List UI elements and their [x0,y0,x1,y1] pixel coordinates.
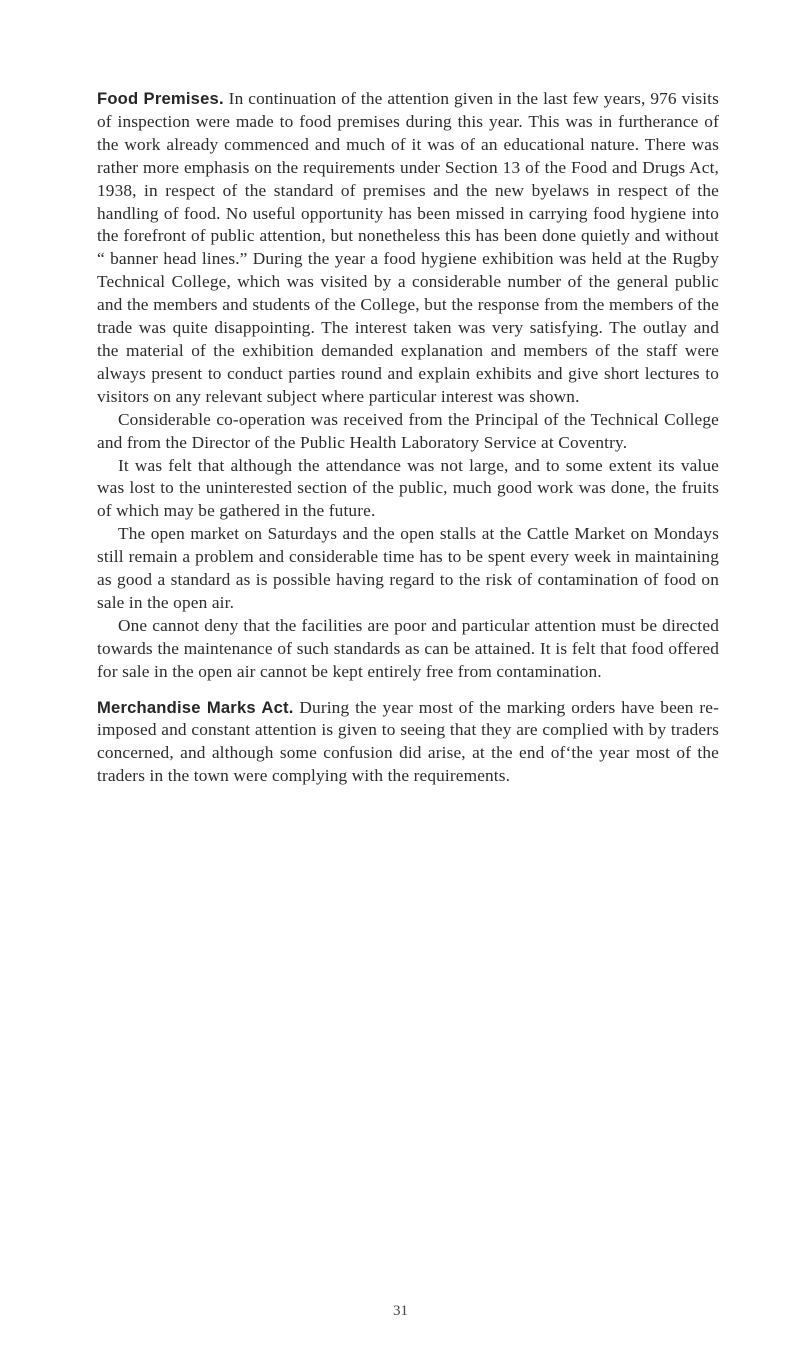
heading-food-premises: Food Premises. [97,89,224,108]
paragraph-text: It was felt that although the attendance was not large, and to some extent its value was lost to the uninterested section of the public, much good work was done, the fruits of which may be gathered in the future. [97,455,719,521]
paragraph-attendance [97,455,719,524]
document-body [97,88,719,788]
paragraph-facilities [97,615,719,684]
paragraph-food-premises-intro [97,88,719,409]
paragraph-open-market [97,523,719,615]
paragraph-co-operation [97,409,719,455]
paragraph-text: In continuation of the attention given in the last few years, 976 visits of inspection were made to food premises during this year. This was in furtherance of the work already commenced and much of it was of an educational nature. There was rather more emphasis on the requirements under Section 13 of the Food and Drugs Act, 1938, in respect of the standard of premises and the new byelaws in respect of the handling of food. No useful opportunity has been missed in carrying food hygiene into the forefront of public attention, but nonetheless this has been done quietly and without “ banner head lines.” During the year a food hygiene exhibition was held at the Rugby Technical College, which was visited by a considerable number of the general public and the members and students of the College, but the response from the members of the trade was quite disappointing. The interest taken was very satisfying. The outlay and the material of the exhibition demanded explanation and members of the staff were always present to conduct parties round and explain exhibits and give short lectures to visitors on any relevant subject where particular interest was shown. [97,89,719,406]
heading-merchandise-marks-act: Merchandise Marks Act. [97,697,294,717]
paragraph-text: Considerable co-operation was received from the Principal of the Technical College and from the Director of the Public Health Laboratory Service at Coventry. [97,409,719,452]
paragraph-text: One cannot deny that the facilities are poor and particular attention must be directed towards the maintenance of such standards as can be attained. It is felt that food offered for sale in the open air cannot be kept entirely free from contamination. [97,615,719,681]
paragraph-text: During the year most of the marking orders have been re-imposed and constant attention is given to seeing that they are complied with by traders concerned, and although some confusion did arise, at the end of‘the year most of the traders in the town were complying with the requirements. [97,697,719,786]
paragraph-merchandise-marks [97,697,719,789]
paragraph-text: The open market on Saturdays and the open stalls at the Cattle Market on Mondays still remain a problem and considerable time has to be spent every week in maintaining as good a standard as is possible having regard to the risk of contamination of food on sale in the open air. [97,524,719,612]
page-number: 31 [393,1303,408,1319]
